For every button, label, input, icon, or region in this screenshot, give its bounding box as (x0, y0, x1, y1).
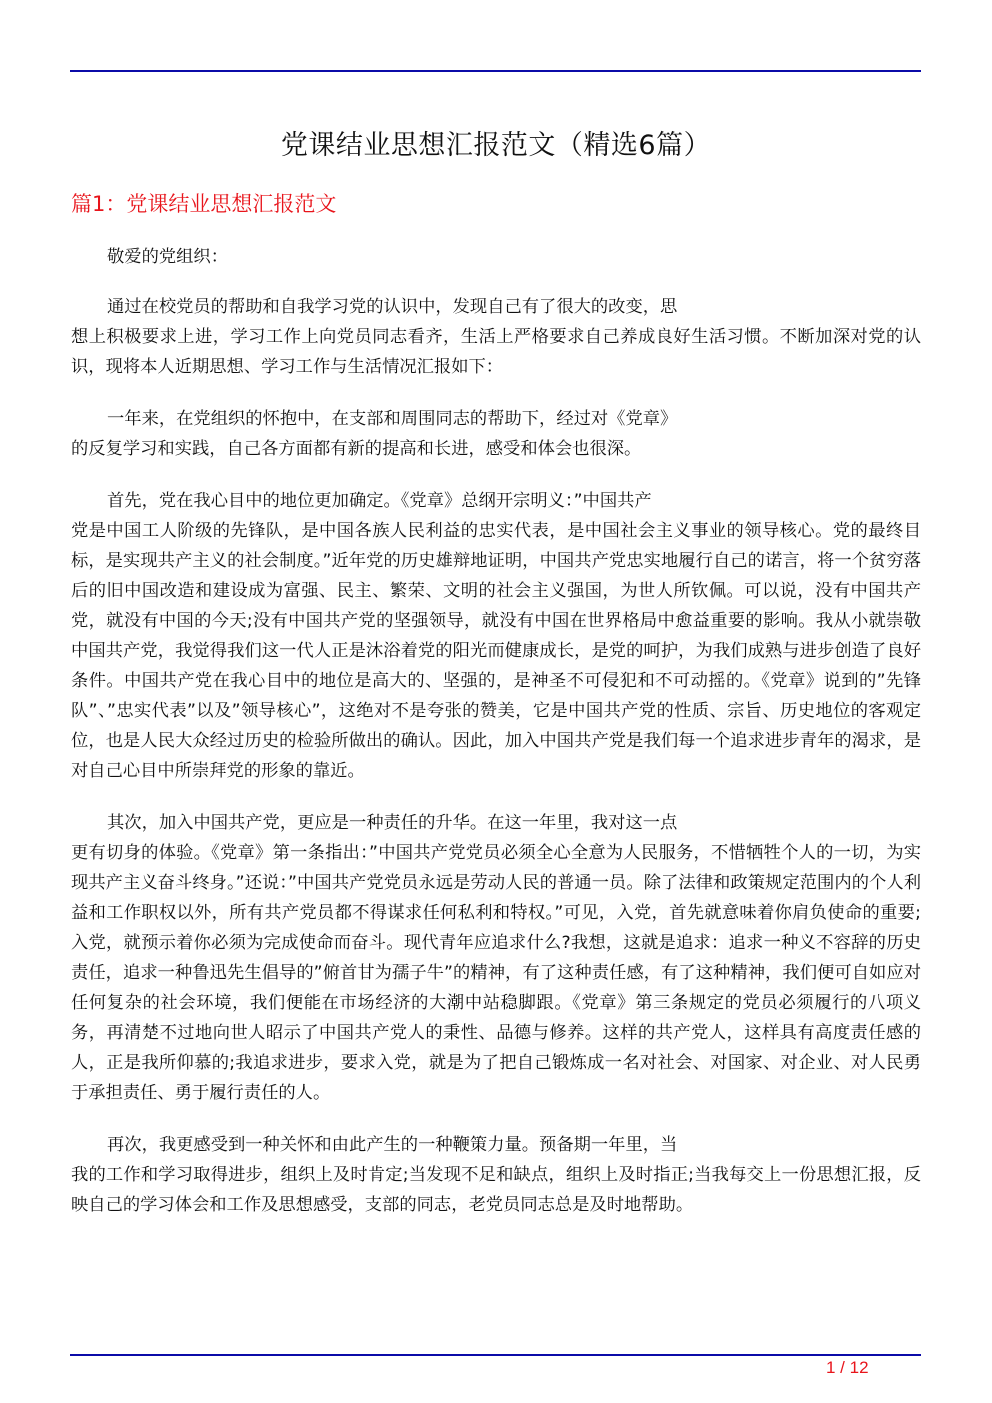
paragraph-5 (71, 1130, 921, 1220)
paragraph-text: 党是中国工人阶级的先锋队，是中国各族人民利益的忠实代表，是中国社会主义事业的领导核心。党的最终目标，是实现共产主义的社会制度。”近年党的历史雄辩地证明，中国共产党忠实地履行自己的诺言，将一个贫穷落后的旧中国改造和建设成为富强、民主、繁荣、文明的社会主义强国，为世人所钦佩。可以说，没有中国共产党，就没有中国的今天;没有中国共产党的坚强领导，就没有中国在世界格局中愈益重要的影响。我从小就崇敬中国共产党，我觉得我们这一代人正是沐浴着党的阳光而健康成长，是党的呵护，为我们成熟与进步创造了良好条件。中国共产党在我心目中的地位是高大的、坚强的，是神圣不可侵犯和不可动摇的。《党章》说到的”先锋队”、”忠实代表”以及”领导核心”，这绝对不是夸张的赞美，它是中国共产党的性质、宗旨、历史地位的客观定位，也是人民大众经过历史的检验所做出的确认。因此，加入中国共产党是我们每一个追求进步青年的渴求，是对自己心目中所崇拜党的形象的靠近。 (71, 521, 921, 781)
paragraph-4 (71, 808, 921, 1108)
paragraph-text: 想上积极要求上进，学习工作上向党员同志看齐，生活上严格要求自己养成良好生活习惯。不断加深对党的认识，现将本人近期思想、学习工作与生活情况汇报如下： (71, 327, 921, 377)
paragraph-first-line: 再次，我更感受到一种关怀和由此产生的一种鞭策力量。预备期一年里，当 (107, 1135, 678, 1155)
salutation: 敬爱的党组织： (107, 247, 228, 267)
paragraph-3 (71, 486, 921, 786)
footer-rule (70, 1354, 921, 1356)
paragraph-2 (71, 404, 921, 464)
paragraph-first-line: 通过在校党员的帮助和自我学习党的认识中，发现自己有了很大的改变，思 (107, 297, 678, 317)
paragraph-first-line: 一年来，在党组织的怀抱中，在支部和周围同志的帮助下，经过对《党章》 (107, 409, 678, 429)
paragraph-text: 的反复学习和实践，自己各方面都有新的提高和长进，感受和体会也很深。 (71, 439, 642, 459)
paragraph-first-line: 首先，党在我心目中的地位更加确定。《党章》总纲开宗明义：”中国共产 (107, 491, 652, 511)
page-indicator: 1 / 12 (826, 1358, 869, 1377)
section-heading: 篇1：党课结业思想汇报范文 (71, 192, 337, 216)
salutation-block (71, 242, 921, 294)
paragraph-1 (71, 292, 921, 382)
header-rule (70, 70, 921, 72)
paragraph-text: 我的工作和学习取得进步，组织上及时肯定;当发现不足和缺点，组织上及时指正;当我每交上一份思想汇报，反映自己的学习体会和工作及思想感受，支部的同志，老党员同志总是及时地帮助。 (71, 1165, 921, 1215)
paragraph-text: 更有切身的体验。《党章》第一条指出：”中国共产党党员必须全心全意为人民服务，不惜牺牲个人的一切，为实现共产主义奋斗终身。”还说：”中国共产党党员永远是劳动人民的普通一员。除了法律和政策规定范围内的个人利益和工作职权以外，所有共产党员都不得谋求任何私利和特权。”可见，入党，首先就意味着你肩负使命的重要;入党，就预示着你必须为完成使命而奋斗。现代青年应追求什么?我想，这就是追求：追求一种义不容辞的历史责任，追求一种鲁迅先生倡导的”俯首甘为孺子牛”的精神，有了这种责任感，有了这种精神，我们便可自如应对任何复杂的社会环境，我们便能在市场经济的大潮中站稳脚跟。《党章》第三条规定的党员必须履行的八项义务，再清楚不过地向世人昭示了中国共产党人的秉性、品德与修养。这样的共产党人，这样具有高度责任感的人，正是我所仰慕的;我追求进步，要求入党，就是为了把自己锻炼成一名对社会、对国家、对企业、对人民勇于承担责任、勇于履行责任的人。 (71, 843, 921, 1103)
paragraph-first-line: 其次，加入中国共产党，更应是一种责任的升华。在这一年里，我对这一点 (107, 813, 678, 833)
document-body (71, 292, 921, 1242)
document-title: 党课结业思想汇报范文（精选6篇） (280, 130, 712, 161)
